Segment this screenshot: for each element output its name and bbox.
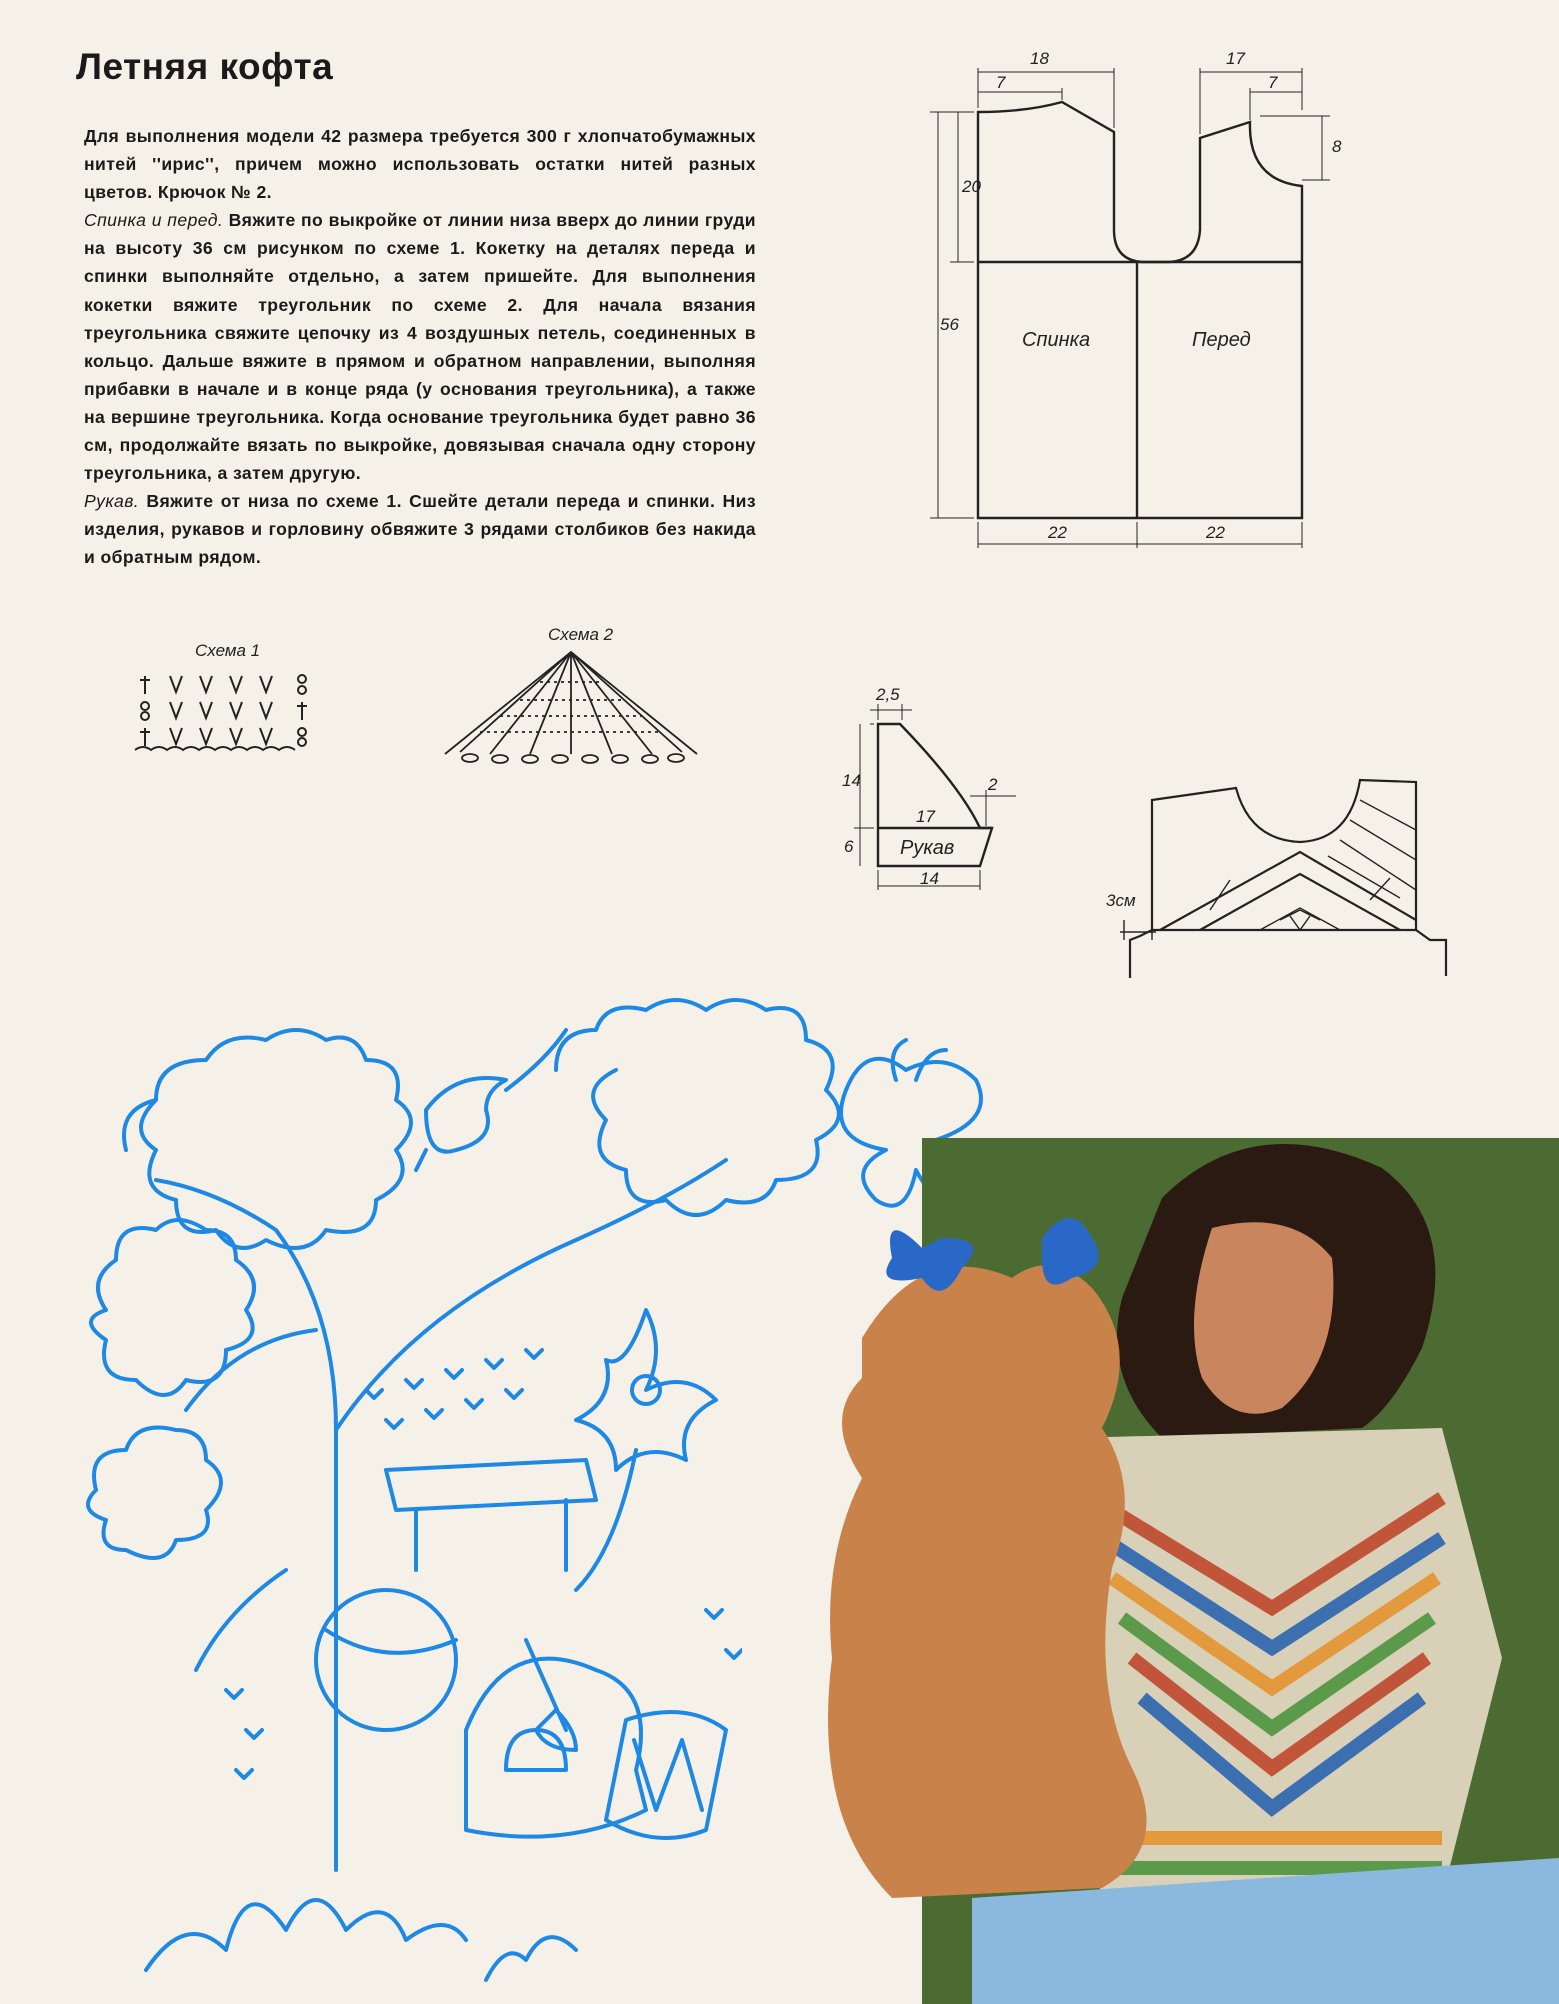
back-front-pattern <box>930 40 1350 560</box>
dim-bottom-left: 22 <box>1048 523 1067 542</box>
schema-1-label: Схема 1 <box>195 641 261 660</box>
dim-height: 56 <box>940 315 959 334</box>
schema-2-diagram <box>440 622 702 768</box>
dim-top-left: 18 <box>1030 49 1049 68</box>
tree-canopy-left <box>124 1030 411 1248</box>
sleeve-pattern <box>840 686 1040 906</box>
photo-drawing <box>742 1138 1559 2004</box>
yoke-diagram <box>1100 770 1460 990</box>
paragraph-materials <box>84 122 756 206</box>
paragraph-back-front <box>84 206 756 487</box>
bench-icon <box>386 1460 596 1570</box>
dim-top-right: 17 <box>1226 49 1245 68</box>
dim-bottom-right: 22 <box>1206 523 1225 542</box>
sleeve-dim-cuff: 6 <box>844 837 854 856</box>
paragraph-text: Для выполнения модели 42 размера требуется 300 г хлопчатобумажных нитей ''ирис'', причем можно использовать остатки нитей разных цветов. Крючок № 2. <box>84 126 756 203</box>
bird-icon <box>416 1030 566 1170</box>
sleeve-dim-mid: 17 <box>916 807 935 826</box>
sleeve-dim-bottom: 14 <box>920 869 939 888</box>
back-label: Спинка <box>1022 329 1091 351</box>
section-heading: Рукав. <box>84 491 140 512</box>
instructions-text <box>84 122 756 572</box>
sleeve-dim-top: 2,5 <box>876 685 900 704</box>
yoke-margin-label: 3см <box>1106 891 1136 910</box>
paragraph-sleeve <box>84 487 756 571</box>
paragraph-text: Вяжите от низа по схеме 1. Сшейте детали переда и спинки. Низ изделия, рукавов и горловину обвяжите 3 рядами столбиков без накида и обратным рядом. <box>84 491 756 568</box>
tree-canopy-bottom <box>88 1428 221 1559</box>
photo-girl-with-poodle <box>742 1138 1559 2004</box>
dim-yoke: 20 <box>962 177 981 196</box>
grass-icon <box>146 1900 576 1980</box>
schema-2-label: Схема 2 <box>548 625 614 644</box>
poodle <box>828 1265 1147 1898</box>
tree-canopy-lower <box>91 1220 254 1395</box>
paragraph-text: Вяжите по выкройке от линии низа вверх до линии груди на высоту 36 см рисунком по схеме 1. Кокетку на деталях переда и спинки выполняйте отдельно, а затем пришейте. Для выполнения кокетки вяжите треугольник по схеме 2. Для начала вязания треугольника свяжите цепочку из 4 воздушных петель, соединенных в кольцо. Дальше вяжите в прямом и обратном направлении, выполняя прибавки в начале и в конце ряда (у основания треугольника), а также на вершине треугольника. Когда основание треугольника будет равно 36 см, продолжайте вязать по выкройке, довязывая сначала одну сторону треугольника, а затем другую. <box>84 210 756 484</box>
flower-icon <box>576 1310 716 1590</box>
page-title: Летняя кофта <box>76 46 334 87</box>
sleeve-dim-slope: 2 <box>988 775 998 794</box>
section-heading: Спинка и перед. <box>84 210 224 231</box>
sleeve-label: Рукав <box>900 837 955 859</box>
front-label: Перед <box>1192 329 1251 351</box>
schema-1-diagram <box>130 636 330 766</box>
dim-shoulder-right: 7 <box>1268 73 1278 92</box>
sleeve-dim-side: 14 <box>842 771 861 790</box>
dim-shoulder-left: 7 <box>996 73 1006 92</box>
dim-neck-right: 8 <box>1332 137 1342 156</box>
